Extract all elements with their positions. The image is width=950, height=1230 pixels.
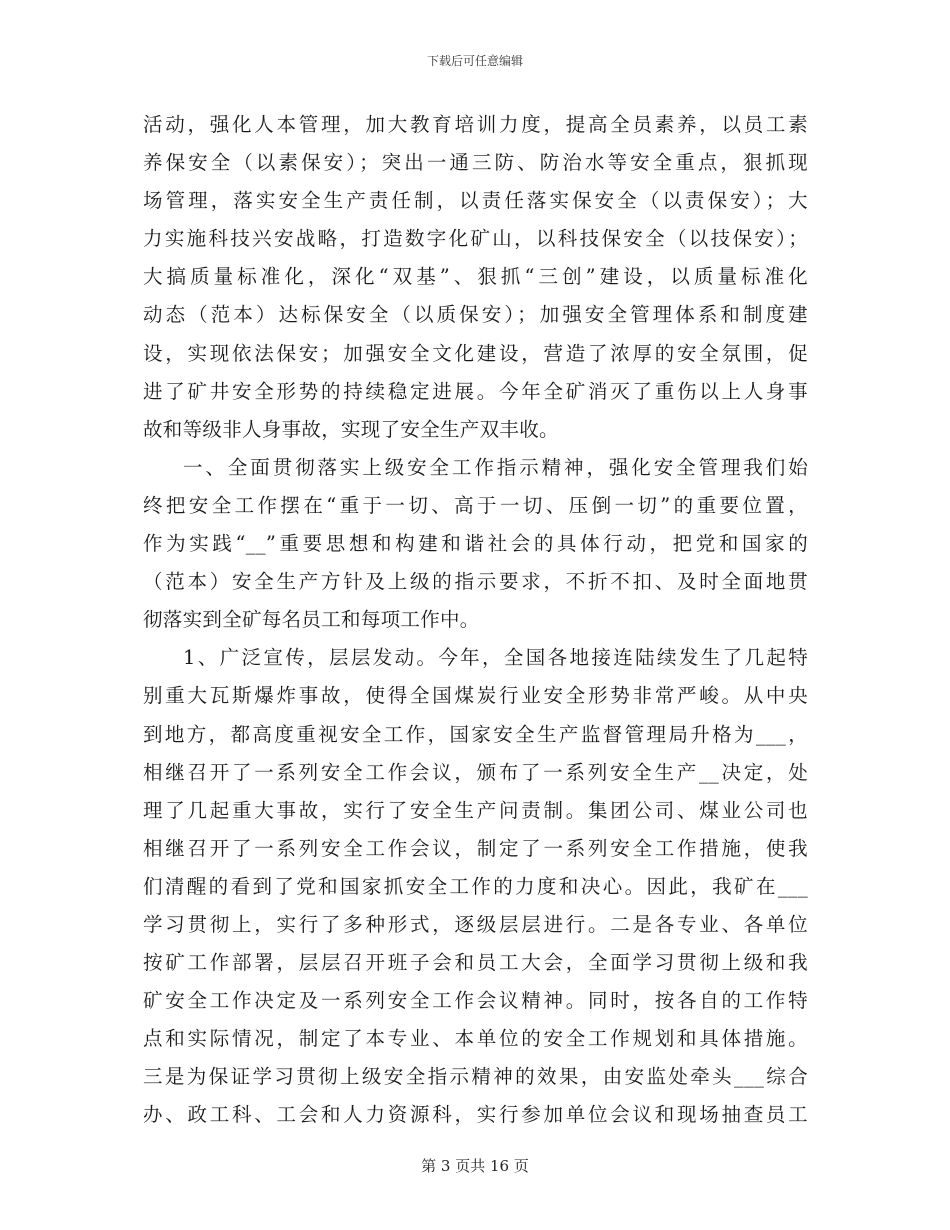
text-line: 作为实践“__”重要思想和构建和谐社会的具体行动，把党和国家的 bbox=[143, 532, 808, 556]
text-line: 1、广泛宣传，层层发动。今年，全国各地接连陆续发生了几起特 bbox=[183, 646, 808, 670]
text-line: 设，实现依法保安；加强安全文化建设，营造了浓厚的安全氛围，促 bbox=[143, 341, 808, 365]
page-header: 下载后可任意编辑 bbox=[426, 54, 523, 68]
text-line: 办、政工科、工会和人力资源科，实行参加单位会议和现场抽查员工 bbox=[143, 1103, 808, 1127]
text-line: 相继召开了一系列安全工作会议，颁布了一系列安全生产__决定，处 bbox=[143, 760, 808, 784]
paragraph-3 bbox=[143, 639, 808, 1134]
text-line: 理了几起重大事故，实行了安全生产问责制。集团公司、煤业公司也 bbox=[143, 798, 808, 822]
text-line: （范本）安全生产方针及上级的指示要求，不折不扣、及时全面地贯 bbox=[143, 570, 808, 594]
text-line: 三是为保证学习贯彻上级安全指示精神的效果，由安监处牵头___综合 bbox=[143, 1065, 808, 1089]
text-line: 力实施科技兴安战略，打造数字化矿山，以科技保安全（以技保安）； bbox=[143, 227, 808, 251]
text-line: 别重大瓦斯爆炸事故，使得全国煤炭行业安全形势非常严峻。从中央 bbox=[143, 684, 808, 708]
text-line: 故和等级非人身事故，实现了安全生产双丰收。 bbox=[143, 417, 559, 441]
text-line: 终把安全工作摆在“重于一切、高于一切、压倒一切”的重要位置， bbox=[143, 493, 808, 517]
text-line: 矿安全工作决定及一系列安全工作会议精神。同时，按各自的工作特 bbox=[143, 989, 808, 1013]
text-line: 养保安全（以素保安）；突出一通三防、防治水等安全重点，狠抓现 bbox=[143, 151, 808, 175]
paragraph-1 bbox=[143, 106, 808, 449]
text-line: 点和实际情况，制定了本专业、本单位的安全工作规划和具体措施。 bbox=[143, 1027, 808, 1051]
text-line: 场管理，落实安全生产责任制，以责任落实保安全（以责保安）；大 bbox=[143, 189, 808, 213]
text-line: 按矿工作部署，层层召开班子会和员工大会，全面学习贯彻上级和我 bbox=[143, 951, 808, 975]
text-line: 一、全面贯彻落实上级安全工作指示精神，强化安全管理我们始 bbox=[183, 455, 808, 479]
text-line: 学习贯彻上，实行了多种形式，逐级层层进行。二是各专业、各单位 bbox=[143, 912, 808, 936]
text-line: 动态（范本）达标保安全（以质保安）；加强安全管理体系和制度建 bbox=[143, 303, 808, 327]
text-line: 相继召开了一系列安全工作会议，制定了一系列安全工作措施，使我 bbox=[143, 836, 808, 860]
text-line: 们清醒的看到了党和国家抓安全工作的力度和决心。因此，我矿在___ bbox=[143, 874, 808, 898]
text-line: 进了矿井安全形势的持续稳定进展。今年全矿消灭了重伤以上人身事 bbox=[143, 379, 808, 403]
text-line: 到地方，都高度重视安全工作，国家安全生产监督管理局升格为___， bbox=[143, 722, 808, 746]
paragraph-2 bbox=[143, 449, 808, 639]
document-body bbox=[143, 106, 808, 1135]
page-footer: 第 3 页共 16 页 bbox=[421, 1157, 529, 1175]
text-line: 大搞质量标准化，深化“双基”、狠抓“三创”建设，以质量标准化 bbox=[143, 265, 808, 289]
text-line: 彻落实到全矿每名员工和每项工作中。 bbox=[143, 608, 480, 632]
text-line: 活动，强化人本管理，加大教育培训力度，提高全员素养，以员工素 bbox=[143, 113, 808, 136]
